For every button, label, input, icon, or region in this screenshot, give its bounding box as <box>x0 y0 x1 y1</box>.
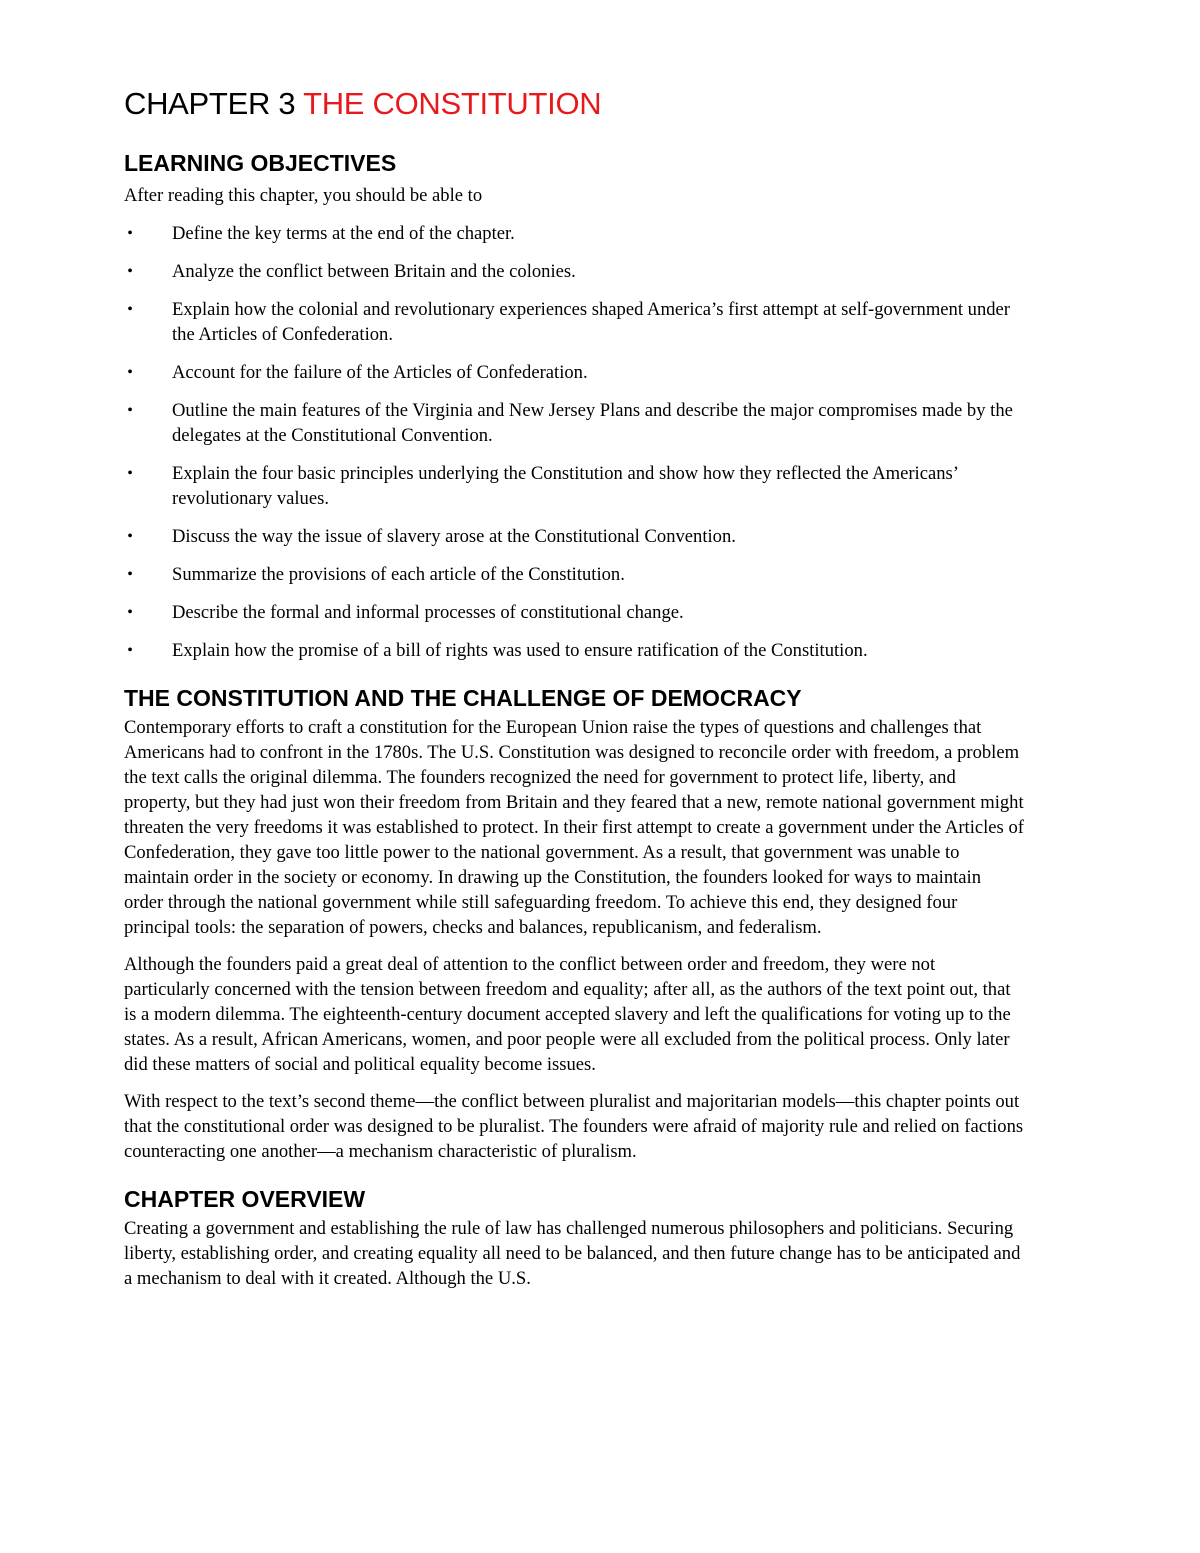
objective-text: Explain the four basic principles underlying the Constitution and show how they reflected the Americans’ revolutionary values. <box>172 463 958 509</box>
objective-text: Discuss the way the issue of slavery arose at the Constitutional Convention. <box>172 526 736 547</box>
objective-text: Summarize the provisions of each article of the Constitution. <box>172 564 625 585</box>
bullet-icon: • <box>127 528 133 545</box>
learning-objectives-heading: LEARNING OBJECTIVES <box>124 150 397 176</box>
bullet-icon: • <box>127 604 133 621</box>
bullet-icon: • <box>127 225 133 242</box>
objective-text: Describe the formal and informal processes of constitutional change. <box>172 602 684 623</box>
bullet-icon: • <box>127 642 133 659</box>
bullet-icon: • <box>127 566 133 583</box>
list-item <box>124 524 1024 549</box>
objective-text: Define the key terms at the end of the chapter. <box>172 223 515 244</box>
chapter-number: CHAPTER 3 <box>124 86 296 121</box>
objective-text: Analyze the conflict between Britain and the colonies. <box>172 261 576 282</box>
paragraph: Contemporary efforts to craft a constitution for the European Union raise the types of questions and challenges that Americans had to confront in the 1780s. The U.S. Constitution was designed to reconcile order with freedom, a problem the text calls the original dilemma. The founders recognized the need for government to protect life, liberty, and property, but they had just won their freedom from Britain and they feared that a new, remote national government might threaten the very freedoms it was established to protect. In their first attempt to create a government under the Articles of Confederation, they gave too little power to the national government. As a result, that government was unable to maintain order in the society or economy. In drawing up the Constitution, the founders looked for ways to maintain order through the national government while still safeguarding freedom. To achieve this end, they designed four principal tools: the separation of powers, checks and balances, republicanism, and federalism. <box>124 717 1024 938</box>
list-item <box>124 360 1024 385</box>
challenge-of-democracy-heading: THE CONSTITUTION AND THE CHALLENGE OF DEMOCRACY <box>124 685 802 711</box>
bullet-icon: • <box>127 364 133 381</box>
list-item <box>124 398 1024 448</box>
document-page <box>124 82 1024 1291</box>
objectives-intro: After reading this chapter, you should be able to <box>124 185 483 206</box>
objective-text: Explain how the promise of a bill of rights was used to ensure ratification of the Constitution. <box>172 640 868 661</box>
objective-text: Outline the main features of the Virginia and New Jersey Plans and describe the major compromises made by the delegates at the Constitutional Convention. <box>172 400 1013 446</box>
bullet-icon: • <box>127 402 133 419</box>
list-item <box>124 638 1024 663</box>
paragraph: Creating a government and establishing the rule of law has challenged numerous philosophers and politicians. Securing liberty, establishing order, and creating equality all need to be balanced, and then future change has to be anticipated and a mechanism to deal with it created. Although the U.S. <box>124 1218 1021 1289</box>
list-item <box>124 562 1024 587</box>
objectives-list <box>124 221 1024 663</box>
chapter-title <box>124 82 1024 126</box>
bullet-icon: • <box>127 465 133 482</box>
list-item <box>124 461 1024 511</box>
chapter-name: THE CONSTITUTION <box>303 86 602 121</box>
bullet-icon: • <box>127 263 133 280</box>
list-item <box>124 600 1024 625</box>
list-item <box>124 259 1024 284</box>
bullet-icon: • <box>127 301 133 318</box>
objective-text: Explain how the colonial and revolutionary experiences shaped America’s first attempt at self-government under the Articles of Confederation. <box>172 299 1010 345</box>
list-item <box>124 221 1024 246</box>
chapter-overview-heading: CHAPTER OVERVIEW <box>124 1186 366 1212</box>
list-item <box>124 297 1024 347</box>
objective-text: Account for the failure of the Articles of Confederation. <box>172 362 588 383</box>
paragraph: Although the founders paid a great deal of attention to the conflict between order and freedom, they were not particularly concerned with the tension between freedom and equality; after all, as the authors of the text point out, that is a modern dilemma. The eighteenth-century document accepted slavery and left the qualifications for voting up to the states. As a result, African Americans, women, and poor people were all excluded from the political process. Only later did these matters of social and political equality become issues. <box>124 954 1011 1075</box>
paragraph: With respect to the text’s second theme—the conflict between pluralist and majoritarian models—this chapter points out that the constitutional order was designed to be pluralist. The founders were afraid of majority rule and relied on factions counteracting one another—a mechanism characteristic of pluralism. <box>124 1091 1024 1162</box>
